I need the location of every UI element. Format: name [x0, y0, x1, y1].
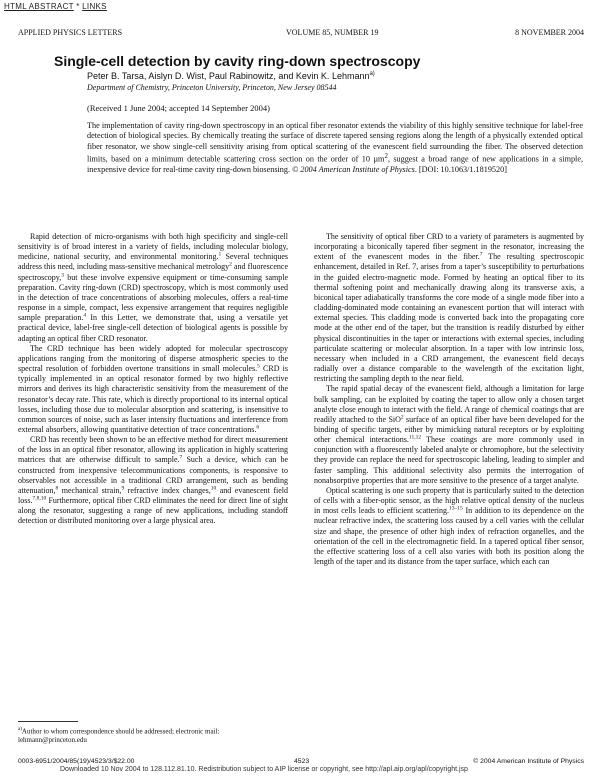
paragraph [314, 232, 584, 384]
body-text: but these involve expensive equipment or time-consuming sample preparation. Cavity ring-down (CRD) spectroscopy, which is most commonly used in the detection of trace concentrations of absorbing molecules, offers a real-time response in a simple, compact, less expensive arrangement that requires negligible sample preparation. [18, 272, 288, 323]
footnote-rule [18, 721, 78, 722]
journal-name: APPLIED PHYSICS LETTERS [18, 28, 123, 37]
footer-code: 0003-6951/2004/85(19)/4523/3/$22.00 [18, 758, 135, 765]
body-column-right [314, 232, 584, 567]
abstract-superscript: 2 [384, 153, 388, 161]
body-column-left [18, 232, 288, 527]
body-text: Furthermore, optical fiber CRD eliminates the need for direct line of sight along the resonator, suggesting a range of new applications, including standoff detection or distributed monitoring over a large physical area. [18, 496, 288, 526]
body-text: In this Letter, we demonstrate that, using a versatile yet practical device, label-free single-cell detection of biological agents is possible by adapting an optical fiber CRD resonator. [18, 313, 288, 343]
abstract-publisher: 2004 American Institute of Physics [300, 165, 415, 175]
author-footnote-mark: a) [369, 71, 375, 77]
footer-copyright: © 2004 American Institute of Physics [473, 758, 584, 765]
link-separator: * [73, 2, 83, 11]
paper-title: Single-cell detection by cavity ring-down spectroscopy [54, 53, 421, 69]
issue-date: 8 NOVEMBER 2004 [515, 28, 584, 37]
authors-text: Peter B. Tarsa, Aislyn D. Wist, Paul Rabinowitz, and Kevin K. Lehmann [87, 71, 370, 81]
author-list [87, 71, 587, 81]
volume-number: VOLUME 85, NUMBER 19 [286, 28, 379, 37]
citation-superscript: 3 [61, 271, 64, 278]
citation-superscript: 9 [121, 485, 125, 492]
citation-superscript: 10 [210, 485, 217, 492]
body-text: These coatings are more commonly used in conjunction with a fluorescently labeled analyte or chromophore, but the selectivity they provide can replace the need for spectroscopic labeling, leading to simpler and faster sampling. This additional selectivity also permits the interrogation of nonabsorptive properties that are more sensitive to the presence of a target analyte. [314, 435, 584, 485]
body-text: The sensitivity of optical fiber CRD to a variety of parameters is augmented by incorporating a biconically tapered fiber segment in the resonator, increasing the extent of the evanescent modes in the fiber. [314, 232, 584, 262]
body-text: Optical scattering is one such property that is particularly suited to the detection of cells with a fiber-optic sensor, as the high relative optical density of the nucleus in most cells leads to efficient scattering. [314, 485, 584, 516]
citation-superscript: 1 [218, 251, 222, 258]
citation-superscript: 4 [83, 312, 87, 319]
body-text: refractive index changes, [124, 485, 211, 495]
paragraph [314, 486, 584, 567]
body-text: In addition to its dependence on the nuclear refractive index, the scattering loss caused by a cell varies with the cellular size and shape, the presence of other high index of refraction organelles, and the orientation of the cell in the electromagnetic field. In a tapered optical fiber sensor, the effective scattering loss of a cell also varies with both its position along the length of the taper and its distance from the taper surface, which each can [314, 506, 584, 566]
abstract-text-2: , suggest a broad range of new applications in a simple, inexpensive device for real-time cavity ring-down biosensing. © [87, 154, 583, 175]
body-text: mechanical strain, [58, 485, 122, 495]
affiliation: Department of Chemistry, Princeton University, Princeton, New Jersey 08544 [87, 83, 337, 92]
top-link-bar [0, 0, 600, 14]
paragraph [314, 384, 584, 486]
links-link[interactable]: LINKS [82, 2, 107, 11]
body-text: and evanescent field loss. [18, 485, 288, 506]
html-abstract-link[interactable]: HTML ABSTRACT [4, 2, 74, 11]
paragraph [18, 232, 288, 344]
body-text: Rapid detection of micro-organisms with both high specificity and single-cell sensitivity is of broad interest in a variety of fields, including molecular biology, medicine, national security, and environmental monitoring. [18, 232, 288, 262]
received-dates: (Received 1 June 2004; accepted 14 September 2004) [87, 103, 270, 113]
citation-superscript: 7,8,10 [32, 495, 47, 502]
citation-superscript: 13–15 [449, 505, 463, 512]
citation-superscript: 7 [179, 454, 183, 461]
body-text: The resulting spectroscopic enhancement, detailed in Ref. 7, arises from a taper’s susceptibility to perturbations in the guided electro-magnetic mode. Formed by heating an optical fiber to its thermal softening point and mechanically drawing along its transverse axis, a biconical taper adiabatically transforms the core mode of a single mode fiber into a cladding-dominated mode containing an evanescent portion that will interact with external species. This cladding mode is converted back into the propagating core mode at the other end of the taper, but the transition is readily disturbed by either physical discontinuities in the taper or interactions with external species, including particulate scattering or molecular absorption. In a taper with low intrinsic loss, necessary when included in a CRD arrangement, the evanescent field decays radially over a distance comparable to the wavelength of the excitation light, restricting the sampling depth to the near field. [314, 252, 584, 384]
footnote [18, 725, 288, 745]
top-links [4, 2, 107, 11]
abstract-doi: . [DOI: 10.1063/1.1819520] [414, 165, 507, 175]
abstract-text-1: The implementation of cavity ring-down spectroscopy in an optical fiber resonator extends the viability of this highly sensitive technique for label-free detection of biological species. By chemically treating the surface of discrete tapered sensing regions along the length of a physically extended optical fiber resonator, we show single-cell sensitivity arising from optical scattering of the evanescent field surrounding the fiber. The observed detection limits, based on a minimum detectable scattering cross section on the order of 10 µm [87, 121, 583, 164]
citation-superscript: 2 [229, 261, 232, 268]
body-text: surface of an optical fiber have been developed for the binding of specific targets, either by mimicking natural receptors or by exploiting other chemical interactions. [314, 414, 584, 445]
body-text: The rapid spatial decay of the evanescent field, although a limitation for large bulk sampling, can be exploited by coating the taper to allow only a chosen target analyte close enough to interact with the field. A range of chemical coatings that are readily attached to the SiO [314, 384, 584, 424]
footnote-mark: a) [18, 727, 22, 732]
footnote-text: Author to whom correspondence should be addressed; electronic mail: lehmann@princeton.edu [18, 727, 220, 745]
citation-superscript: 6 [256, 424, 260, 431]
body-text: Several techniques address this need, including mass-sensitive mechanical metrology [18, 252, 288, 272]
paragraph [18, 435, 288, 526]
body-text: CRD is typically implemented in an optical resonator formed by two highly reflective mirrors and derives its high characteristic sensitivity from the measurement of the resonator’s decay rate. This rate, which is directly proportional to its internal optical losses, including those due to molecular absorption and scattering, is insensitive to common sources of noise, such as laser intensity fluctuations and interference from external absorbers, allowing quantitative detection of trace concentrations. [18, 364, 288, 434]
body-text: CRD has recently been shown to be an effective method for direct measurement of the loss in an optical fiber resonator, allowing its application in highly scattering matrices that are otherwise difficult to sample. [18, 435, 288, 465]
running-header [18, 28, 584, 40]
body-text: and fluorescence spectroscopy, [18, 262, 288, 282]
citation-superscript: 5 [257, 363, 260, 370]
body-text: The CRD technique has been widely adopted for molecular spectroscopy applications ranging from the monitoring of disperse atmospheric species to the spectral resolution of forbidden overtone transitions in small molecules. [18, 343, 288, 374]
citation-superscript: 11,12 [408, 434, 422, 441]
page-number: 4523 [294, 758, 310, 765]
download-notice: Downloaded 10 Nov 2004 to 128.112.81.10. Redistribution subject to AIP license or copyright, see http://apl.aip.org/apl/copyright.jsp [60, 766, 468, 773]
citation-superscript: 8 [55, 485, 59, 492]
citation-superscript: 7 [479, 251, 483, 258]
paragraph [18, 344, 288, 435]
citation-superscript: 2 [400, 414, 404, 421]
body-text: Such a device, which can be constructed from inexpensive telecommunications components, is responsive to observables not accessible in a traditional CRD arrangement, such as bending attenuation, [18, 455, 288, 495]
abstract [87, 121, 583, 176]
